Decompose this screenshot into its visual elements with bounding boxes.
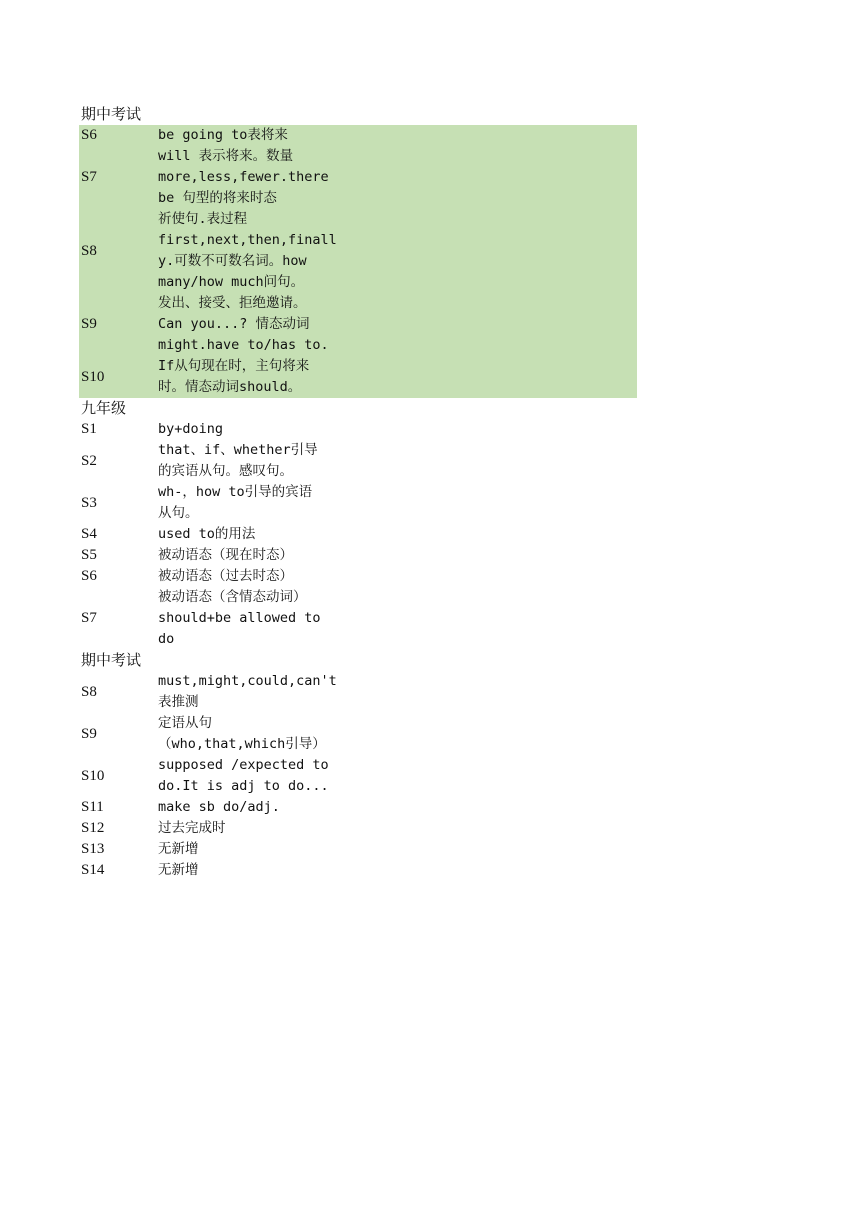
table-row [79, 293, 637, 356]
description-line: many/how much问句。 [158, 274, 305, 290]
description-line: be 句型的将来时态 [158, 190, 277, 206]
description-line: must,might,could,can't [158, 673, 337, 689]
lesson-code: S4 [81, 526, 97, 542]
lesson-description [158, 545, 354, 566]
table-row [79, 755, 637, 797]
description-line: 无新增 [158, 862, 199, 878]
description-line: do.It is adj to do... [158, 778, 329, 794]
description-line: 被动语态（含情态动词） [158, 589, 307, 605]
section-title: 期中考试 [81, 651, 142, 669]
table-row [79, 566, 637, 587]
lesson-code: S13 [81, 841, 105, 857]
lesson-description [158, 713, 354, 755]
description-line: more,less,fewer.there [158, 169, 329, 185]
lesson-description [158, 524, 354, 545]
description-line: 从句。 [158, 505, 199, 521]
description-line: should+be allowed to [158, 610, 321, 626]
lesson-code: S10 [81, 368, 105, 385]
lesson-description [158, 755, 354, 797]
table-row [79, 440, 637, 482]
lesson-description [158, 797, 354, 818]
lesson-code: S3 [81, 494, 97, 511]
description-line: 过去完成时 [158, 820, 226, 836]
lesson-description [158, 818, 354, 839]
lesson-code: S1 [81, 421, 97, 437]
table-row [79, 146, 637, 209]
description-line: supposed /expected to [158, 757, 329, 773]
lesson-code: S6 [81, 568, 97, 584]
lesson-code: S8 [81, 242, 97, 259]
description-line: that、if、whether引导 [158, 442, 318, 458]
lesson-code: S14 [81, 862, 105, 878]
description-line: 被动语态（现在时态） [158, 547, 293, 563]
description-line: 时。情态动词should。 [158, 379, 302, 395]
lesson-description [158, 293, 354, 356]
table-row [79, 545, 637, 566]
table-row [79, 671, 637, 713]
table-row [79, 356, 637, 398]
lesson-code: S9 [81, 316, 97, 332]
lesson-code: S2 [81, 452, 97, 469]
table-row [79, 209, 637, 293]
lesson-description [158, 587, 354, 650]
table-row [79, 860, 637, 881]
table-row [79, 524, 637, 545]
table-row [79, 797, 637, 818]
description-line: do [158, 631, 175, 647]
description-line: first,next,then,finall [158, 232, 337, 248]
lesson-description [158, 482, 354, 524]
lesson-code: S9 [81, 725, 97, 742]
description-line: 的宾语从句。感叹句。 [158, 463, 293, 479]
table-row [79, 587, 637, 650]
lesson-code: S6 [81, 127, 97, 143]
section-title: 期中考试 [81, 105, 142, 123]
description-line: used to的用法 [158, 526, 256, 542]
description-line: 被动语态（过去时态） [158, 568, 293, 584]
description-line: 发出、接受、拒绝邀请。 [158, 295, 307, 311]
lesson-code: S7 [81, 169, 97, 185]
lesson-description [158, 125, 354, 146]
description-line: by+doing [158, 421, 224, 437]
table-row [79, 419, 637, 440]
description-line: If从句现在时，主句将来 [158, 358, 310, 374]
table-row [79, 125, 637, 146]
description-line: 无新增 [158, 841, 199, 857]
description-line: y.可数不可数名词。how [158, 253, 307, 269]
lesson-description [158, 440, 354, 482]
lesson-description [158, 146, 354, 209]
lesson-code: S12 [81, 820, 105, 836]
description-line: 表推测 [158, 694, 199, 710]
section-title: 九年级 [81, 399, 127, 417]
lesson-description [158, 566, 354, 587]
lesson-code: S11 [81, 799, 104, 815]
description-line: Can you...? 情态动词 [158, 316, 310, 332]
lesson-description [158, 419, 354, 440]
lesson-code: S7 [81, 610, 97, 626]
description-line: （who,that,which引导） [158, 736, 326, 752]
table-row [79, 839, 637, 860]
lesson-code: S5 [81, 547, 97, 563]
lesson-description [158, 209, 354, 293]
lesson-description [158, 671, 354, 713]
lesson-description [158, 356, 354, 398]
spreadsheet [79, 104, 639, 881]
description-line: 定语从句 [158, 715, 212, 731]
lesson-description [158, 839, 354, 860]
lesson-code: S10 [81, 767, 105, 784]
description-line: make sb do/adj. [158, 799, 280, 815]
description-line: 祈使句.表过程 [158, 211, 248, 227]
description-line: might.have to/has to. [158, 337, 329, 353]
description-line: will 表示将来。数量 [158, 148, 294, 164]
table-row [79, 482, 637, 524]
table-row [79, 818, 637, 839]
table-row [79, 713, 637, 755]
lesson-description [158, 860, 354, 881]
lesson-code: S8 [81, 683, 97, 700]
description-line: be going to表将来 [158, 127, 288, 143]
description-line: wh-，how to引导的宾语 [158, 484, 313, 500]
